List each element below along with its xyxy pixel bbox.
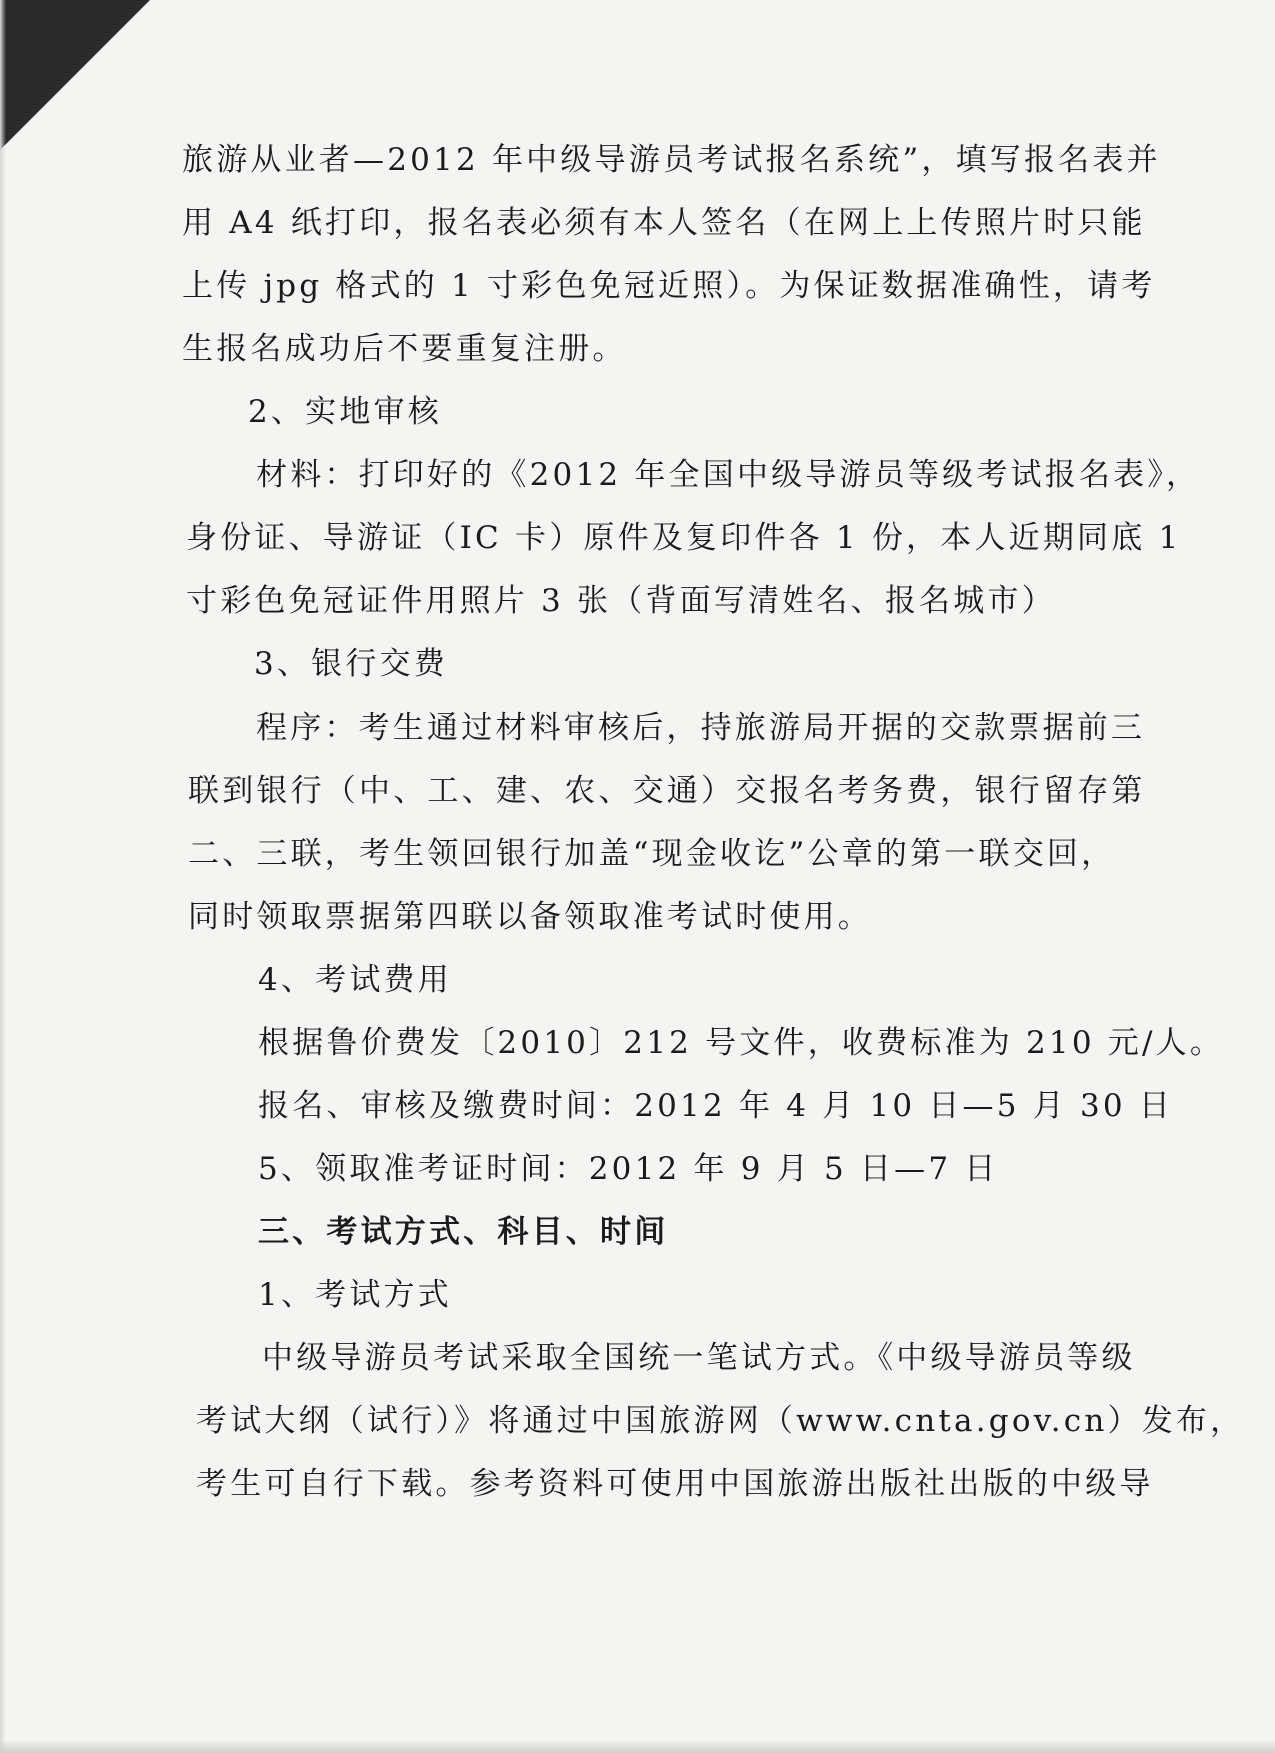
text-line: 考生可自行下载。参考资料可使用中国旅游出版社出版的中级导 <box>196 1466 1154 1502</box>
text-line: 二、三联，考生领回银行加盖“现金收讫”公章的第一联交回， <box>188 836 1116 872</box>
text-line: 寸彩色免冠证件用照片 3 张（背面写清姓名、报名城市） <box>186 583 1056 619</box>
text-line: 根据鲁价费发〔2010〕212 号文件，收费标准为 210 元/人。 <box>258 1025 1225 1061</box>
text-line: 旅游从业者—2012 年中级导游员考试报名系统”，填写报名表并 <box>182 142 1161 178</box>
section-heading-3: 3、银行交费 <box>254 646 448 682</box>
chapter-heading-3: 三、考试方式、科目、时间 <box>258 1214 669 1250</box>
section-heading-4: 4、考试费用 <box>258 962 452 998</box>
text-line: 生报名成功后不要重复注册。 <box>182 331 627 367</box>
text-line: 联到银行（中、工、建、农、交通）交报名考务费，银行留存第 <box>188 773 1146 809</box>
text-line: 程序：考生通过材料审核后，持旅游局开据的交款票据前三 <box>256 710 1146 746</box>
text-line: 用 A4 纸打印，报名表必须有本人签名（在网上上传照片时只能 <box>182 205 1146 241</box>
text-line: 同时领取票据第四联以备领取准考试时使用。 <box>188 899 872 935</box>
text-line: 材料：打印好的《2012 年全国中级导游员等级考试报名表》， <box>256 457 1201 493</box>
text-line: 上传 jpg 格式的 1 寸彩色免冠近照）。为保证数据准确性，请考 <box>182 268 1156 304</box>
text-line: 中级导游员考试采取全国统一笔试方式。《中级导游员等级 <box>262 1340 1136 1376</box>
text-line: 考试大纲（试行）》将通过中国旅游网（www.cnta.gov.cn）发布， <box>196 1403 1245 1439</box>
section-heading-2: 2、实地审核 <box>248 394 442 430</box>
section-heading-5: 5、领取准考证时间：2012 年 9 月 5 日—7 日 <box>258 1151 999 1187</box>
text-line: 报名、审核及缴费时间：2012 年 4 月 10 日—5 月 30 日 <box>258 1088 1174 1124</box>
section-heading-1: 1、考试方式 <box>258 1277 452 1313</box>
text-line: 身份证、导游证（IC 卡）原件及复印件各 1 份，本人近期同底 1 <box>186 520 1182 556</box>
